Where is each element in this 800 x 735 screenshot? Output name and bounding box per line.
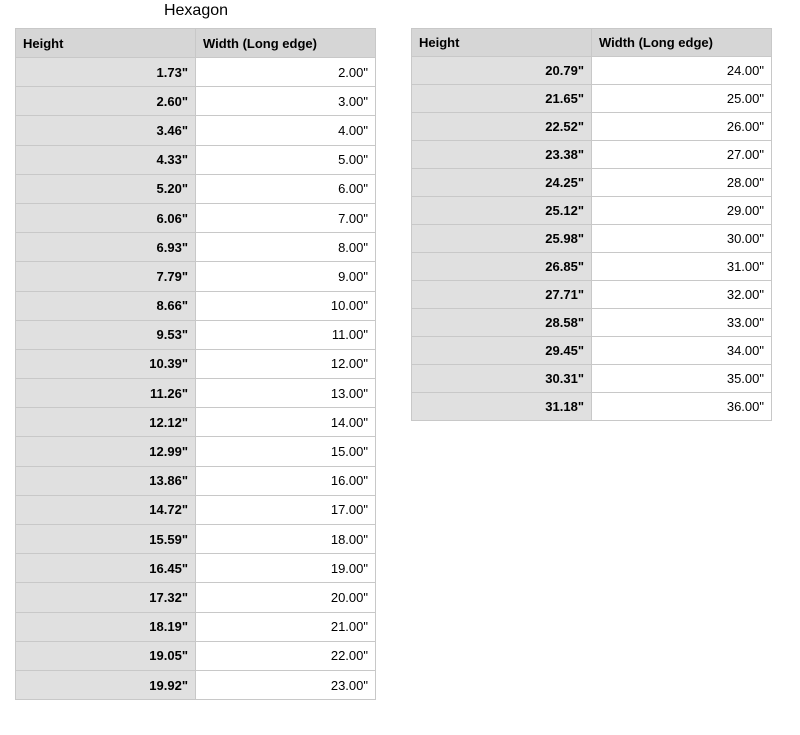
table-row — [16, 349, 376, 378]
width-cell: 4.00" — [196, 116, 376, 145]
table-row — [412, 197, 772, 225]
width-cell: 12.00" — [196, 349, 376, 378]
table-row — [412, 309, 772, 337]
table-row — [16, 291, 376, 320]
height-cell: 8.66" — [16, 291, 196, 320]
table-row — [16, 495, 376, 524]
width-cell: 31.00" — [592, 253, 772, 281]
table-row — [16, 174, 376, 203]
width-cell: 17.00" — [196, 495, 376, 524]
width-cell: 19.00" — [196, 554, 376, 583]
table-row — [16, 525, 376, 554]
table-row — [412, 365, 772, 393]
width-cell: 26.00" — [592, 113, 772, 141]
height-cell: 2.60" — [16, 87, 196, 116]
width-cell: 7.00" — [196, 203, 376, 232]
height-cell: 9.53" — [16, 320, 196, 349]
width-cell: 30.00" — [592, 225, 772, 253]
height-cell: 25.12" — [412, 197, 592, 225]
table-row — [16, 641, 376, 670]
height-cell: 5.20" — [16, 174, 196, 203]
column-header-height: Height — [412, 29, 592, 57]
width-cell: 20.00" — [196, 583, 376, 612]
width-cell: 36.00" — [592, 393, 772, 421]
width-cell: 10.00" — [196, 291, 376, 320]
table-row — [16, 379, 376, 408]
table-row — [16, 145, 376, 174]
width-cell: 23.00" — [196, 670, 376, 699]
table-row — [16, 408, 376, 437]
table-row — [16, 116, 376, 145]
height-cell: 26.85" — [412, 253, 592, 281]
width-cell: 35.00" — [592, 365, 772, 393]
table-row — [16, 203, 376, 232]
width-cell: 6.00" — [196, 174, 376, 203]
height-cell: 19.05" — [16, 641, 196, 670]
height-cell: 17.32" — [16, 583, 196, 612]
width-cell: 25.00" — [592, 85, 772, 113]
table-row — [412, 85, 772, 113]
height-cell: 24.25" — [412, 169, 592, 197]
height-cell: 6.93" — [16, 233, 196, 262]
width-cell: 5.00" — [196, 145, 376, 174]
width-cell: 13.00" — [196, 379, 376, 408]
width-cell: 16.00" — [196, 466, 376, 495]
table-row — [412, 281, 772, 309]
width-cell: 24.00" — [592, 57, 772, 85]
width-cell: 2.00" — [196, 58, 376, 87]
height-cell: 23.38" — [412, 141, 592, 169]
width-cell: 28.00" — [592, 169, 772, 197]
table-row — [16, 320, 376, 349]
table-row — [412, 141, 772, 169]
width-cell: 14.00" — [196, 408, 376, 437]
height-cell: 30.31" — [412, 365, 592, 393]
height-cell: 3.46" — [16, 116, 196, 145]
height-cell: 7.79" — [16, 262, 196, 291]
header-row — [412, 29, 772, 57]
width-cell: 8.00" — [196, 233, 376, 262]
width-cell: 18.00" — [196, 525, 376, 554]
table-row — [16, 554, 376, 583]
height-cell: 6.06" — [16, 203, 196, 232]
table-row — [412, 225, 772, 253]
height-cell: 25.98" — [412, 225, 592, 253]
table-row — [16, 87, 376, 116]
column-header-height: Height — [16, 29, 196, 58]
table-row — [412, 113, 772, 141]
page-title: Hexagon — [163, 2, 229, 19]
width-cell: 33.00" — [592, 309, 772, 337]
width-cell: 21.00" — [196, 612, 376, 641]
height-cell: 13.86" — [16, 466, 196, 495]
height-cell: 20.79" — [412, 57, 592, 85]
width-cell: 11.00" — [196, 320, 376, 349]
table-row — [412, 337, 772, 365]
width-cell: 22.00" — [196, 641, 376, 670]
height-cell: 12.12" — [16, 408, 196, 437]
header-row — [16, 29, 376, 58]
height-cell: 11.26" — [16, 379, 196, 408]
table-row — [16, 437, 376, 466]
table-row — [16, 466, 376, 495]
table-row — [16, 612, 376, 641]
table-row — [412, 169, 772, 197]
height-cell: 19.92" — [16, 670, 196, 699]
height-cell: 28.58" — [412, 309, 592, 337]
height-cell: 15.59" — [16, 525, 196, 554]
width-cell: 27.00" — [592, 141, 772, 169]
width-cell: 15.00" — [196, 437, 376, 466]
height-cell: 29.45" — [412, 337, 592, 365]
table-row — [16, 583, 376, 612]
width-cell: 29.00" — [592, 197, 772, 225]
table-row — [412, 393, 772, 421]
table-row — [16, 58, 376, 87]
column-header-width: Width (Long edge) — [196, 29, 376, 58]
table-row — [412, 57, 772, 85]
height-cell: 22.52" — [412, 113, 592, 141]
hexagon-table-left — [15, 28, 376, 700]
width-cell: 32.00" — [592, 281, 772, 309]
height-cell: 31.18" — [412, 393, 592, 421]
height-cell: 10.39" — [16, 349, 196, 378]
column-header-width: Width (Long edge) — [592, 29, 772, 57]
width-cell: 3.00" — [196, 87, 376, 116]
table-row — [412, 253, 772, 281]
height-cell: 1.73" — [16, 58, 196, 87]
hexagon-table-right — [411, 28, 772, 421]
table-row — [16, 262, 376, 291]
table-row — [16, 670, 376, 699]
height-cell: 4.33" — [16, 145, 196, 174]
width-cell: 9.00" — [196, 262, 376, 291]
height-cell: 16.45" — [16, 554, 196, 583]
height-cell: 12.99" — [16, 437, 196, 466]
table-row — [16, 233, 376, 262]
height-cell: 18.19" — [16, 612, 196, 641]
height-cell: 21.65" — [412, 85, 592, 113]
height-cell: 27.71" — [412, 281, 592, 309]
height-cell: 14.72" — [16, 495, 196, 524]
width-cell: 34.00" — [592, 337, 772, 365]
